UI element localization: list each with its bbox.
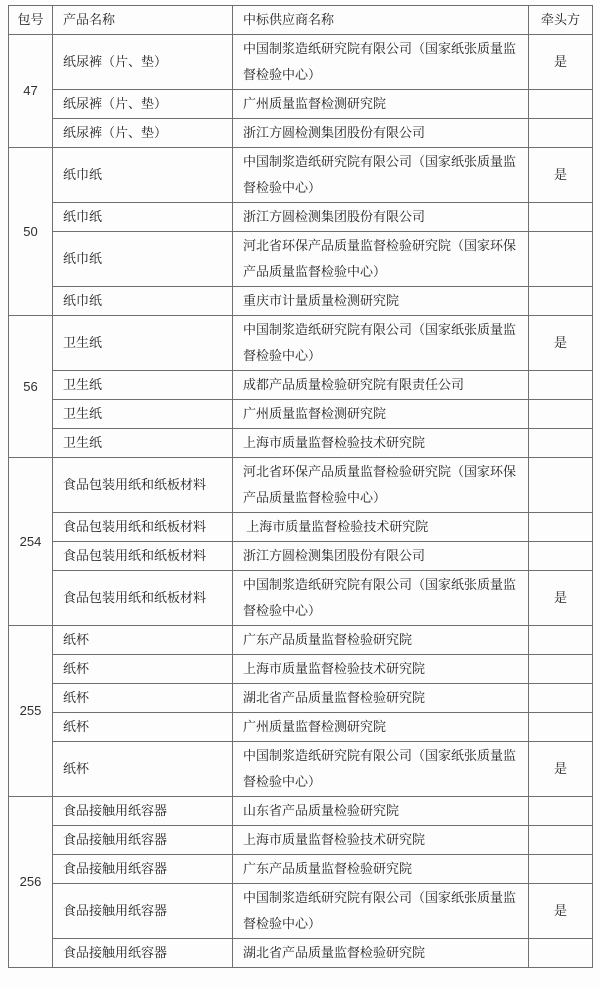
supplier-cell: 成都产品质量检验研究院有限责任公司 <box>233 371 529 400</box>
lead-cell: 是 <box>529 884 593 939</box>
lead-cell <box>529 855 593 884</box>
supplier-cell: 浙江方圆检测集团股份有限公司 <box>233 119 529 148</box>
supplier-cell: 广州质量监督检测研究院 <box>233 400 529 429</box>
supplier-cell: 中国制浆造纸研究院有限公司（国家纸张质量监督检验中心） <box>233 742 529 797</box>
lead-cell <box>529 119 593 148</box>
product-cell: 纸杯 <box>53 626 233 655</box>
lead-cell <box>529 684 593 713</box>
lead-cell <box>529 371 593 400</box>
table-row <box>9 571 593 626</box>
supplier-cell: 中国制浆造纸研究院有限公司（国家纸张质量监督检验中心） <box>233 884 529 939</box>
supplier-cell: 河北省环保产品质量监督检验研究院（国家环保产品质量监督检验中心） <box>233 458 529 513</box>
product-cell: 纸巾纸 <box>53 148 233 203</box>
table-row <box>9 797 593 826</box>
supplier-cell: 上海市质量监督检验技术研究院 <box>233 513 529 542</box>
lead-cell <box>529 542 593 571</box>
product-cell: 食品接触用纸容器 <box>53 826 233 855</box>
supplier-cell: 山东省产品质量检验研究院 <box>233 797 529 826</box>
product-cell: 纸杯 <box>53 655 233 684</box>
table-row <box>9 316 593 371</box>
lead-cell <box>529 90 593 119</box>
supplier-cell: 广东产品质量监督检验研究院 <box>233 626 529 655</box>
table-row <box>9 400 593 429</box>
table-row <box>9 232 593 287</box>
header-winning-supplier-name: 中标供应商名称 <box>233 6 529 35</box>
package-number-cell: 50 <box>9 148 53 316</box>
product-cell: 纸尿裤（片、垫） <box>53 119 233 148</box>
product-cell: 纸杯 <box>53 684 233 713</box>
product-cell: 食品接触用纸容器 <box>53 939 233 968</box>
header-product-name: 产品名称 <box>53 6 233 35</box>
table-row <box>9 35 593 90</box>
award-results-table <box>8 5 593 968</box>
lead-cell <box>529 287 593 316</box>
table-row <box>9 884 593 939</box>
product-cell: 食品接触用纸容器 <box>53 855 233 884</box>
package-number-cell: 254 <box>9 458 53 626</box>
table-row <box>9 655 593 684</box>
supplier-cell: 中国制浆造纸研究院有限公司（国家纸张质量监督检验中心） <box>233 571 529 626</box>
lead-cell <box>529 232 593 287</box>
package-number-cell: 256 <box>9 797 53 968</box>
table-row <box>9 684 593 713</box>
table-row <box>9 626 593 655</box>
lead-cell: 是 <box>529 35 593 90</box>
table-row <box>9 203 593 232</box>
table-row <box>9 542 593 571</box>
lead-cell: 是 <box>529 148 593 203</box>
table-row <box>9 148 593 203</box>
supplier-cell: 上海市质量监督检验技术研究院 <box>233 826 529 855</box>
package-number-cell: 255 <box>9 626 53 797</box>
product-cell: 食品包装用纸和纸板材料 <box>53 458 233 513</box>
supplier-cell: 中国制浆造纸研究院有限公司（国家纸张质量监督检验中心） <box>233 316 529 371</box>
supplier-cell: 广州质量监督检测研究院 <box>233 713 529 742</box>
supplier-cell: 重庆市计量质量检测研究院 <box>233 287 529 316</box>
supplier-cell: 广东产品质量监督检验研究院 <box>233 855 529 884</box>
supplier-cell: 中国制浆造纸研究院有限公司（国家纸张质量监督检验中心） <box>233 148 529 203</box>
product-cell: 纸巾纸 <box>53 287 233 316</box>
product-cell: 纸杯 <box>53 713 233 742</box>
table-row <box>9 429 593 458</box>
product-cell: 纸巾纸 <box>53 203 233 232</box>
product-cell: 食品包装用纸和纸板材料 <box>53 542 233 571</box>
package-number-cell: 56 <box>9 316 53 458</box>
supplier-cell: 上海市质量监督检验技术研究院 <box>233 429 529 458</box>
product-cell: 纸巾纸 <box>53 232 233 287</box>
lead-cell <box>529 458 593 513</box>
table-row <box>9 90 593 119</box>
lead-cell <box>529 513 593 542</box>
supplier-cell: 广州质量监督检测研究院 <box>233 90 529 119</box>
lead-cell <box>529 939 593 968</box>
lead-cell: 是 <box>529 316 593 371</box>
product-cell: 卫生纸 <box>53 429 233 458</box>
supplier-cell: 河北省环保产品质量监督检验研究院（国家环保产品质量监督检验中心） <box>233 232 529 287</box>
table-row <box>9 713 593 742</box>
table-row <box>9 855 593 884</box>
table-row <box>9 119 593 148</box>
lead-cell <box>529 203 593 232</box>
product-cell: 卫生纸 <box>53 371 233 400</box>
lead-cell <box>529 826 593 855</box>
product-cell: 纸尿裤（片、垫） <box>53 90 233 119</box>
lead-cell <box>529 797 593 826</box>
lead-cell <box>529 400 593 429</box>
table-row <box>9 371 593 400</box>
supplier-cell: 上海市质量监督检验技术研究院 <box>233 655 529 684</box>
table-row <box>9 287 593 316</box>
product-cell: 食品包装用纸和纸板材料 <box>53 513 233 542</box>
product-cell: 纸杯 <box>53 742 233 797</box>
table-row <box>9 742 593 797</box>
lead-cell <box>529 626 593 655</box>
table-row <box>9 458 593 513</box>
supplier-cell: 湖北省产品质量监督检验研究院 <box>233 939 529 968</box>
product-cell: 卫生纸 <box>53 316 233 371</box>
table-row <box>9 939 593 968</box>
product-cell: 卫生纸 <box>53 400 233 429</box>
product-cell: 食品接触用纸容器 <box>53 797 233 826</box>
header-row <box>9 6 593 35</box>
supplier-cell: 湖北省产品质量监督检验研究院 <box>233 684 529 713</box>
product-cell: 食品接触用纸容器 <box>53 884 233 939</box>
supplier-cell: 中国制浆造纸研究院有限公司（国家纸张质量监督检验中心） <box>233 35 529 90</box>
lead-cell: 是 <box>529 742 593 797</box>
supplier-cell: 浙江方圆检测集团股份有限公司 <box>233 203 529 232</box>
product-cell: 纸尿裤（片、垫） <box>53 35 233 90</box>
table-row <box>9 513 593 542</box>
package-number-cell: 47 <box>9 35 53 148</box>
lead-cell: 是 <box>529 571 593 626</box>
lead-cell <box>529 713 593 742</box>
lead-cell <box>529 429 593 458</box>
supplier-cell: 浙江方圆检测集团股份有限公司 <box>233 542 529 571</box>
lead-cell <box>529 655 593 684</box>
header-package-number: 包号 <box>9 6 53 35</box>
product-cell: 食品包装用纸和纸板材料 <box>53 571 233 626</box>
header-lead-party: 牵头方 <box>529 6 593 35</box>
table-row <box>9 826 593 855</box>
